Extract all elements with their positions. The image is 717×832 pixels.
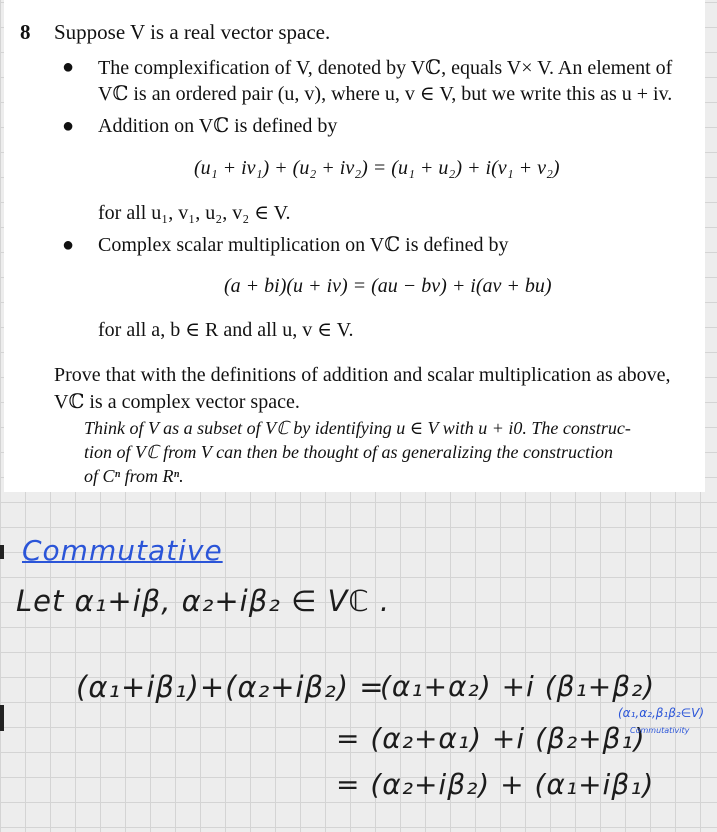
- notes-step1-left: (α₁+iβ₁)+(α₂+iβ₂) =: [76, 670, 385, 704]
- hint-text: Think of V as a subset of Vℂ by identifying u ∈ V with u + i0. The construc- tion of Vℂ from V can then be thought of as generalizing the construction of Cⁿ from Rⁿ.: [84, 418, 631, 486]
- bullet-complexification: The complexification of V, denoted by Vℂ, equals V× V. An element of Vℂ is an ordered pair (u, v), where u, v ∈ V, but we write this as u + iv.: [98, 57, 673, 105]
- prove-statement: Prove that with the definitions of addition and scalar multiplication as above, Vℂ is a complex vector space.: [54, 364, 671, 413]
- addition-forall: for all u₁, v₁, u₂, v₂ ∈ V.: [98, 202, 291, 224]
- scalar-forall: for all a, b ∈ R and all u, v ∈ V.: [98, 319, 354, 341]
- addition-equation: (u₁ + iv₁) + (u₂ + iv₂) = (u₁ + u₂) + i(v₁ + v₂): [194, 157, 560, 179]
- notes-side-condition: (α₁,α₂,β₁β₂∈V): [618, 706, 705, 720]
- bullet-scalar-multiplication: Complex scalar multiplication on Vℂ is defined by: [98, 234, 509, 256]
- scalar-equation: (a + bi)(u + iv) = (au − bv) + i(av + bu): [224, 275, 552, 297]
- notes-title: Commutative: [22, 534, 223, 567]
- bullet-dot: ●: [62, 234, 75, 256]
- notes-let-line: Let α₁+iβ, α₂+iβ₂ ∈ Vℂ .: [16, 584, 391, 618]
- notes-side-label: Commutativity: [630, 726, 690, 735]
- problem-statement: [4, 0, 705, 492]
- notes-step1-right: (α₁+α₂) +i (β₁+β₂): [380, 670, 656, 703]
- notes-step3: = (α₂+iβ₂) + (α₁+iβ₁): [336, 768, 655, 801]
- bullet-addition: Addition on Vℂ is defined by: [98, 115, 338, 137]
- bullet-dot: ●: [62, 115, 75, 137]
- left-edge-bar: [0, 705, 4, 731]
- problem-number: 8: [20, 20, 31, 44]
- left-edge-bar: [0, 545, 4, 559]
- bullet-dot: ●: [62, 56, 75, 78]
- problem-intro: Suppose V is a real vector space.: [54, 20, 331, 44]
- notes-step2: = (α₂+α₁) +i (β₂+β₁): [336, 722, 646, 755]
